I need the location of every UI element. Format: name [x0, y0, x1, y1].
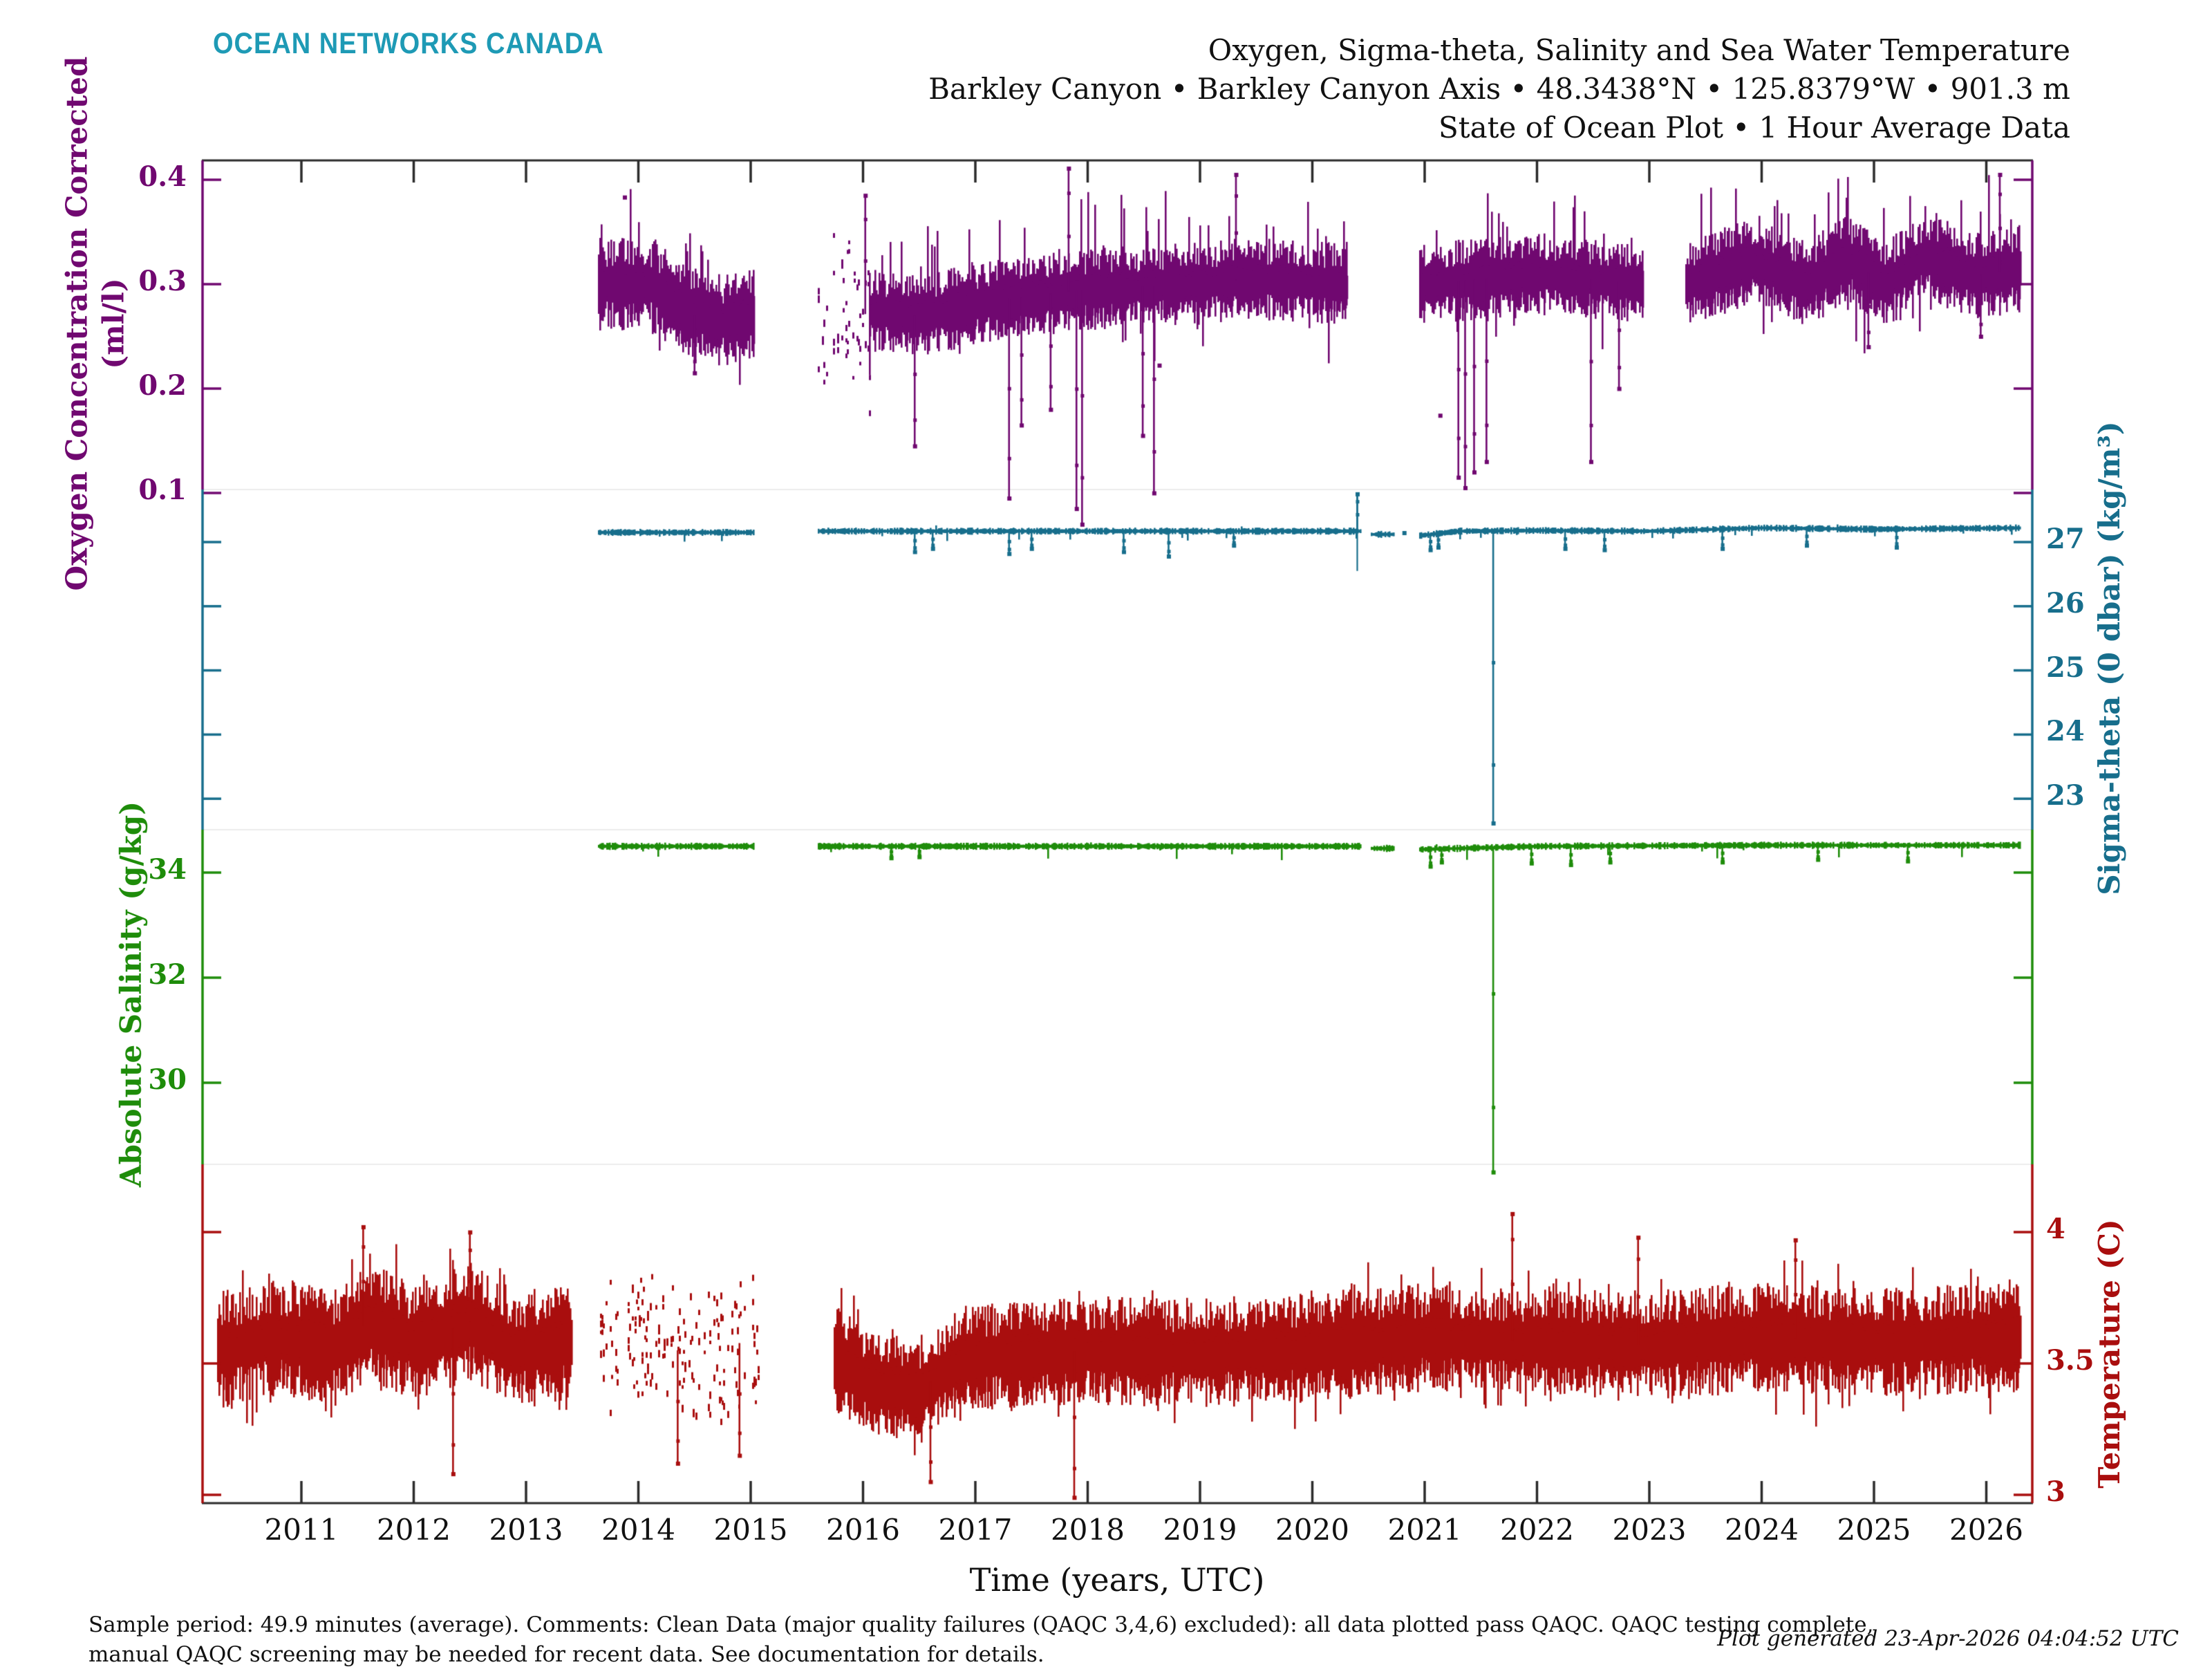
plot-title-line3: State of Ocean Plot • 1 Hour Average Data [1438, 111, 2070, 145]
sigma_theta-tick-label: 26 [2046, 586, 2085, 620]
year-tick-label: 2014 [601, 1513, 675, 1547]
temperature-tick-label: 4 [2046, 1213, 2065, 1245]
year-tick-label: 2018 [1051, 1513, 1125, 1547]
oxygen-axis-title [59, 57, 132, 591]
oxygen-tick-label: 0.1 [138, 474, 187, 506]
oxygen-tick-label: 0.2 [138, 369, 187, 402]
qaqc-caption-line2: manual QAQC screening may be needed for recent data. See documentation for details. [88, 1642, 1044, 1667]
temperature-tick-label: 3.5 [2046, 1344, 2094, 1377]
sigma_theta-tick-label: 27 [2046, 523, 2085, 555]
plot-generated-timestamp: Plot generated 23-Apr-2026 04:04:52 UTC [1717, 1626, 2179, 1651]
salinity-axis-title: Absolute Salinity (g/kg) [113, 801, 148, 1188]
year-tick-label: 2017 [938, 1513, 1013, 1547]
plot-title-line2: Barkley Canyon • Barkley Canyon Axis • 48.3438°N • 125.8379°W • 901.3 m [928, 72, 2070, 106]
oxygen-axis-title-line2: (ml/l) [96, 278, 130, 369]
oxygen-axis-title-line1: Oxygen Concentration Corrected [59, 56, 94, 591]
year-tick-label: 2013 [489, 1513, 563, 1547]
year-tick-label: 2015 [713, 1513, 788, 1547]
year-tick-label: 2025 [1837, 1513, 1911, 1547]
year-tick-label: 2022 [1500, 1513, 1574, 1547]
plot-title-line1: Oxygen, Sigma-theta, Salinity and Sea Water Temperature [1208, 33, 2070, 67]
year-tick-label: 2023 [1612, 1513, 1687, 1547]
year-tick-label: 2012 [377, 1513, 451, 1547]
year-tick-label: 2024 [1725, 1513, 1799, 1547]
salinity-tick-label: 34 [148, 853, 187, 886]
year-tick-label: 2019 [1163, 1513, 1237, 1547]
oxygen-tick-label: 0.3 [138, 265, 187, 297]
qaqc-caption-line1: Sample period: 49.9 minutes (average). Comments: Clean Data (major quality failures (QAQC 3,4,6) excluded): all data plotted pass QAQC. QAQC testing complete, [88, 1612, 1874, 1637]
temperature-axis-title: Temperature (C) [2092, 1219, 2126, 1489]
oxygen-tick-label: 0.4 [138, 160, 187, 193]
salinity-tick-label: 30 [148, 1063, 187, 1096]
year-tick-label: 2021 [1387, 1513, 1462, 1547]
year-tick-label: 2016 [826, 1513, 900, 1547]
year-tick-label: 2020 [1275, 1513, 1349, 1547]
year-tick-label: 2026 [1949, 1513, 2023, 1547]
sigma_theta-tick-label: 25 [2046, 651, 2085, 684]
sigma_theta-tick-label: 23 [2046, 779, 2085, 812]
year-tick-label: 2011 [264, 1513, 339, 1547]
time-axis-title: Time (years, UTC) [969, 1561, 1265, 1599]
temperature-tick-label: 3 [2046, 1475, 2065, 1508]
salinity-tick-label: 32 [148, 958, 187, 991]
ocean-networks-canada-logo: OCEAN NETWORKS CANADA [213, 28, 604, 61]
sigma-theta-axis-title: Sigma-theta (0 dbar) (kg/m³) [2092, 421, 2126, 895]
sigma_theta-tick-label: 24 [2046, 715, 2085, 748]
